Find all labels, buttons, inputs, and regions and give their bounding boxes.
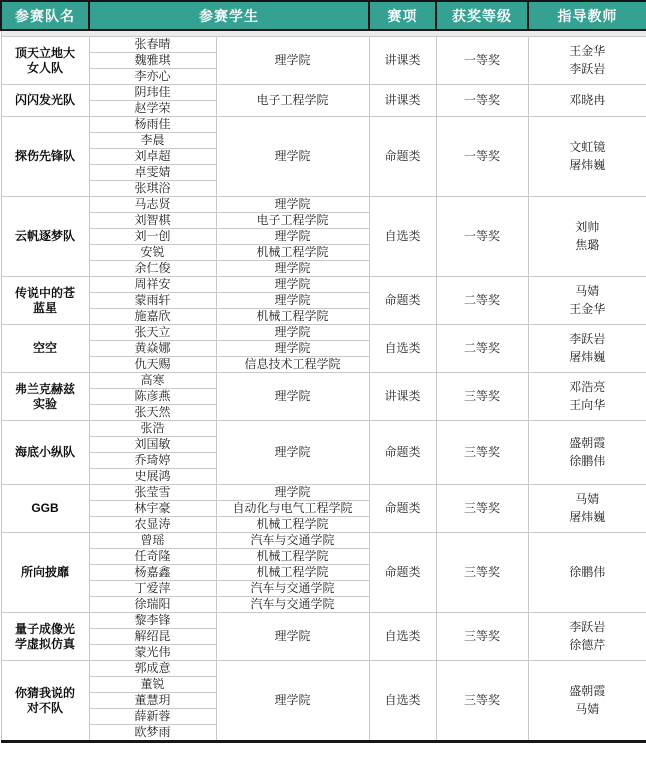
teacher-name: 马婧	[575, 284, 600, 299]
student-name-cell: 曾瑶	[89, 533, 216, 549]
award-cell: 三等奖	[436, 485, 528, 533]
college-cell: 理学院	[216, 485, 369, 501]
student-name-cell: 蒙雨轩	[89, 293, 216, 309]
student-row	[1, 373, 646, 389]
team-name-cell: 量子成像光学虚拟仿真	[1, 613, 89, 661]
teachers-cell	[528, 485, 646, 533]
student-name-cell: 张琪浴	[89, 181, 216, 197]
teachers-cell	[528, 117, 646, 197]
student-name-cell: 丁爱萍	[89, 581, 216, 597]
teachers-cell	[528, 373, 646, 421]
award-cell: 一等奖	[436, 117, 528, 197]
teachers-cell	[528, 613, 646, 661]
award-cell: 一等奖	[436, 85, 528, 117]
award-cell: 二等奖	[436, 277, 528, 325]
student-name-cell: 史展鸿	[89, 469, 216, 485]
category-cell: 命题类	[369, 421, 436, 485]
teacher-name: 屠炜巍	[569, 509, 606, 524]
award-cell: 三等奖	[436, 373, 528, 421]
student-name-cell: 高寒	[89, 373, 216, 389]
award-cell: 三等奖	[436, 661, 528, 742]
student-row	[1, 197, 646, 213]
teacher-name: 马婧	[575, 701, 600, 716]
teacher-name: 李跃岩	[569, 61, 606, 76]
student-name-cell: 乔琦婷	[89, 453, 216, 469]
student-row	[1, 613, 646, 629]
category-cell: 命题类	[369, 277, 436, 325]
student-name-cell: 解绍昆	[89, 629, 216, 645]
teachers-cell	[528, 661, 646, 742]
category-cell: 自选类	[369, 661, 436, 742]
teacher-name: 王金华	[569, 44, 606, 59]
teacher-name: 盛朝霞	[569, 684, 606, 699]
student-name-cell: 余仁俊	[89, 261, 216, 277]
student-name-cell: 刘智棋	[89, 213, 216, 229]
college-cell: 电子工程学院	[216, 85, 369, 117]
student-name-cell: 杨嘉鑫	[89, 565, 216, 581]
team-name-cell: 海底小纵队	[1, 421, 89, 485]
student-name-cell: 董锐	[89, 677, 216, 693]
student-name-cell: 李亦心	[89, 69, 216, 85]
college-cell: 理学院	[216, 197, 369, 213]
award-cell: 三等奖	[436, 533, 528, 613]
col-header-team-name: 参赛队名	[1, 1, 89, 30]
teacher-name: 马婧	[575, 492, 600, 507]
student-name-cell: 黄焱娜	[89, 341, 216, 357]
student-name-cell: 张天立	[89, 325, 216, 341]
student-name-cell: 陈彦燕	[89, 389, 216, 405]
teacher-name: 王金华	[569, 301, 606, 316]
category-cell: 自选类	[369, 613, 436, 661]
college-cell: 汽车与交通学院	[216, 597, 369, 613]
teachers-cell	[528, 277, 646, 325]
student-row	[1, 485, 646, 501]
award-cell: 三等奖	[436, 613, 528, 661]
teacher-name: 刘帅	[575, 220, 600, 235]
college-cell: 理学院	[216, 37, 369, 85]
col-header-award: 获奖等级	[436, 1, 528, 30]
team-name-cell: 你猜我说的对不队	[1, 661, 89, 742]
teacher-name: 邓浩亮	[569, 380, 606, 395]
student-name-cell: 任奇隆	[89, 549, 216, 565]
college-cell: 机械工程学院	[216, 309, 369, 325]
college-cell: 电子工程学院	[216, 213, 369, 229]
teachers-cell	[528, 197, 646, 277]
award-cell: 一等奖	[436, 37, 528, 85]
student-row	[1, 37, 646, 53]
college-cell: 理学院	[216, 373, 369, 421]
student-name-cell: 林宇豪	[89, 501, 216, 517]
student-name-cell: 蒙光伟	[89, 645, 216, 661]
team-name-cell: 传说中的苍蓝星	[1, 277, 89, 325]
student-name-cell: 施嘉欣	[89, 309, 216, 325]
student-name-cell: 刘国敏	[89, 437, 216, 453]
college-cell: 信息技术工程学院	[216, 357, 369, 373]
college-cell: 机械工程学院	[216, 565, 369, 581]
student-name-cell: 刘卓超	[89, 149, 216, 165]
student-name-cell: 徐瑞阳	[89, 597, 216, 613]
college-cell: 理学院	[216, 661, 369, 742]
table-header	[1, 1, 646, 30]
student-name-cell: 张天然	[89, 405, 216, 421]
teacher-name: 王向华	[569, 397, 606, 412]
category-cell: 讲课类	[369, 373, 436, 421]
student-name-cell: 卓雯婧	[89, 165, 216, 181]
team-name-cell: GGB	[1, 485, 89, 533]
college-cell: 机械工程学院	[216, 549, 369, 565]
teacher-name: 屠炜巍	[569, 349, 606, 364]
teacher-name: 屠炜巍	[569, 157, 606, 172]
college-cell: 理学院	[216, 117, 369, 197]
award-cell: 三等奖	[436, 421, 528, 485]
college-cell: 理学院	[216, 341, 369, 357]
student-name-cell: 马志贤	[89, 197, 216, 213]
team-name-cell: 顶天立地大女人队	[1, 37, 89, 85]
teachers-cell	[528, 37, 646, 85]
category-cell: 自选类	[369, 325, 436, 373]
college-cell: 理学院	[216, 277, 369, 293]
student-name-cell: 董慧玥	[89, 693, 216, 709]
teachers-cell	[528, 325, 646, 373]
student-name-cell: 杨雨佳	[89, 117, 216, 133]
student-name-cell: 阴玮佳	[89, 85, 216, 101]
college-cell: 理学院	[216, 613, 369, 661]
team-name-cell: 云帆逐梦队	[1, 197, 89, 277]
teacher-name: 文虹镜	[569, 140, 606, 155]
teacher-name: 徐鹏伟	[569, 564, 606, 579]
teacher-name: 徐德芹	[569, 637, 606, 652]
teacher-name: 李跃岩	[569, 620, 606, 635]
student-name-cell: 薛新蓉	[89, 709, 216, 725]
college-cell: 自动化与电气工程学院	[216, 501, 369, 517]
student-name-cell: 李晨	[89, 133, 216, 149]
college-cell: 汽车与交通学院	[216, 533, 369, 549]
col-header-category: 赛项	[369, 1, 436, 30]
student-name-cell: 黎李锋	[89, 613, 216, 629]
teacher-name: 焦璐	[575, 237, 600, 252]
teachers-cell	[528, 421, 646, 485]
student-name-cell: 安锐	[89, 245, 216, 261]
teachers-cell	[528, 533, 646, 613]
college-cell: 理学院	[216, 293, 369, 309]
student-name-cell: 张莹雪	[89, 485, 216, 501]
col-header-teachers: 指导教师	[528, 1, 646, 30]
table-body	[1, 30, 646, 742]
college-cell: 机械工程学院	[216, 517, 369, 533]
category-cell: 命题类	[369, 533, 436, 613]
teacher-name: 邓晓冉	[569, 92, 606, 107]
team-name-cell: 闪闪发光队	[1, 85, 89, 117]
student-row	[1, 325, 646, 341]
team-name-cell: 弗兰克赫兹实验	[1, 373, 89, 421]
college-cell: 理学院	[216, 261, 369, 277]
student-row	[1, 533, 646, 549]
student-name-cell: 欧梦雨	[89, 725, 216, 742]
student-row	[1, 421, 646, 437]
student-name-cell: 仇天赐	[89, 357, 216, 373]
teacher-name: 盛朝霞	[569, 436, 606, 451]
category-cell: 讲课类	[369, 85, 436, 117]
student-row	[1, 85, 646, 101]
student-row	[1, 661, 646, 677]
student-name-cell: 魏雅琪	[89, 53, 216, 69]
college-cell: 理学院	[216, 229, 369, 245]
student-name-cell: 张春晴	[89, 37, 216, 53]
student-name-cell: 农显涛	[89, 517, 216, 533]
student-name-cell: 张浩	[89, 421, 216, 437]
college-cell: 理学院	[216, 421, 369, 485]
teacher-name: 徐鹏伟	[569, 453, 606, 468]
team-name-cell: 探伤先锋队	[1, 117, 89, 197]
student-name-cell: 周祥安	[89, 277, 216, 293]
teachers-cell	[528, 85, 646, 117]
category-cell: 命题类	[369, 117, 436, 197]
student-name-cell: 郭成意	[89, 661, 216, 677]
team-name-cell: 所向披靡	[1, 533, 89, 613]
category-cell: 自选类	[369, 197, 436, 277]
student-row	[1, 117, 646, 133]
category-cell: 讲课类	[369, 37, 436, 85]
student-name-cell: 赵学荣	[89, 101, 216, 117]
category-cell: 命题类	[369, 485, 436, 533]
college-cell: 理学院	[216, 325, 369, 341]
team-name-cell: 空空	[1, 325, 89, 373]
college-cell: 汽车与交通学院	[216, 581, 369, 597]
college-cell: 机械工程学院	[216, 245, 369, 261]
award-cell: 一等奖	[436, 197, 528, 277]
teacher-name: 李跃岩	[569, 332, 606, 347]
col-header-students: 参赛学生	[89, 1, 369, 30]
student-row	[1, 277, 646, 293]
student-name-cell: 刘一创	[89, 229, 216, 245]
award-cell: 二等奖	[436, 325, 528, 373]
